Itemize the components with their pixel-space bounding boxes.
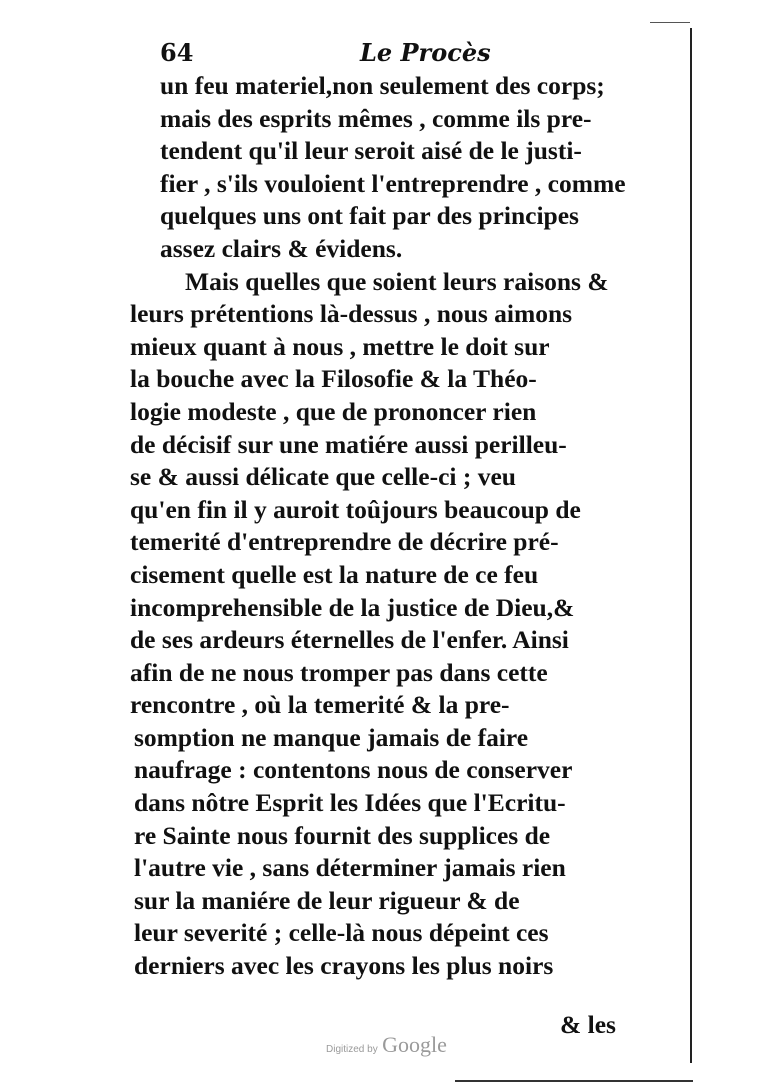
page-number: 64: [160, 38, 194, 67]
text-line: tendent qu'il leur seroit aisé de le justi-: [160, 136, 582, 166]
text-line: naufrage : contentons nous de conserver: [134, 755, 573, 785]
text-line: qu'en fin il y auroit toûjours beaucoup de: [130, 494, 581, 524]
text-line: cisement quelle est la nature de ce feu: [130, 559, 539, 589]
text-line: incomprehensible de la justice de Dieu,&: [130, 592, 575, 622]
watermark-brand: Google: [382, 1032, 447, 1057]
page-edge-bottom: [455, 1080, 693, 1082]
text-line: l'autre vie , sans déterminer jamais rien: [134, 853, 566, 883]
text-line: re Sainte nous fournit des supplices de: [134, 820, 551, 850]
page-header: [160, 38, 650, 68]
text-line: mieux quant à nous , mettre le doit sur: [130, 331, 550, 361]
text-line: se & aussi délicate que celle-ci ; veu: [130, 462, 516, 492]
text-line: un feu materiel,non seulement des corps;: [160, 71, 605, 100]
running-title: Le Procès: [360, 38, 491, 67]
page-edge-top: [650, 22, 690, 23]
catchword: & les: [560, 1010, 616, 1039]
text-line: logie modeste , que de prononcer rien: [130, 396, 537, 426]
text-line: quelques uns ont fait par des principes: [160, 201, 579, 231]
text-line: leurs prétentions là-dessus , nous aimons: [130, 299, 573, 329]
text-line: afin de ne nous tromper pas dans cette: [130, 657, 548, 687]
text-line: de décisif sur une matiére aussi perilleu-: [130, 429, 567, 459]
text-line: sur la maniére de leur rigueur & de: [134, 885, 520, 915]
digitized-watermark: [326, 1032, 447, 1058]
text-line: temerité d'entreprendre de décrire pré-: [130, 527, 559, 557]
page-edge-right: [690, 28, 692, 1063]
text-line: derniers avec les crayons les plus noirs: [134, 951, 554, 981]
text-line: rencontre , où la temerité & la pre-: [130, 690, 510, 720]
text-line: Mais quelles que soient leurs raisons &: [185, 266, 609, 296]
text-line: leur severité ; celle-là nous dépeint ces: [134, 918, 549, 948]
body-text: [130, 70, 660, 983]
text-line: assez clairs & évidens.: [160, 233, 403, 263]
text-line: somption ne manque jamais de faire: [134, 722, 529, 752]
text-line: la bouche avec la Filosofie & la Théo-: [130, 364, 537, 394]
text-line: dans nôtre Esprit les Idées que l'Ecritu-: [134, 788, 566, 818]
text-line: fier , s'ils vouloient l'entreprendre , comme: [160, 168, 626, 198]
text-line: mais des esprits mêmes , comme ils pre-: [160, 103, 592, 133]
text-line: de ses ardeurs éternelles de l'enfer. Ainsi: [130, 625, 569, 655]
watermark-prefix: Digitized by: [326, 1044, 378, 1055]
